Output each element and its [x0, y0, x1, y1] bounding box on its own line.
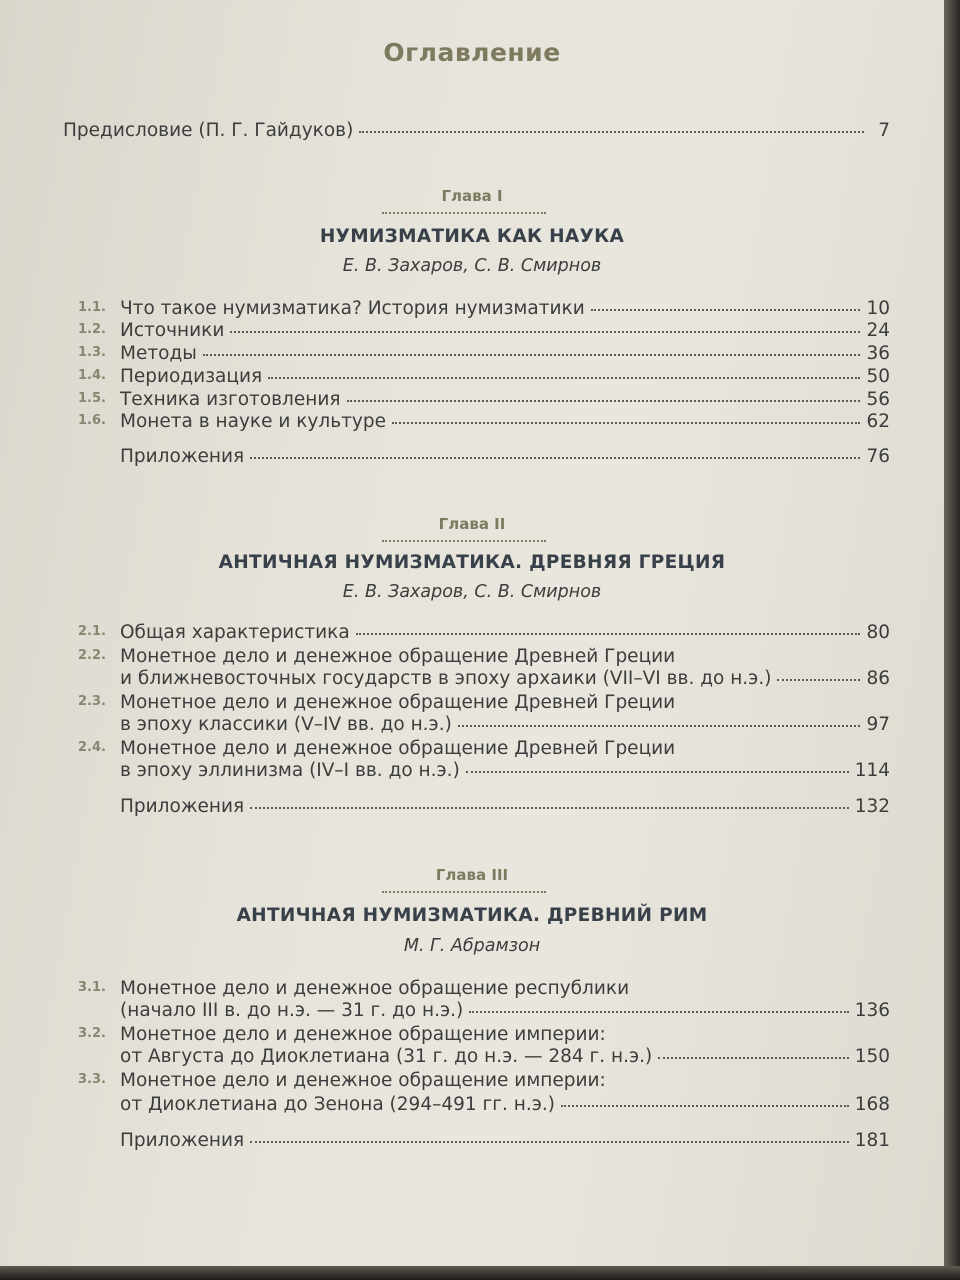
section-title-line-1: Монетное дело и денежное обращение Древней Греции [120, 646, 676, 667]
section-title: Методы [120, 343, 197, 364]
appendix-label: Приложения [120, 796, 245, 817]
dot-leader [392, 422, 860, 424]
section-number: 2.4. [78, 740, 106, 755]
section-page: 86 [866, 668, 890, 689]
dot-leader [777, 679, 860, 681]
section-number: 1.6. [78, 413, 106, 428]
section-page: 136 [854, 1000, 890, 1021]
section-title-line-2: от Диоклетиана до Зенона (294–491 гг. н.э.) [120, 1094, 555, 1115]
toc-entry-1-6 [0, 411, 944, 441]
chapter-1-authors: Е. В. Захаров, С. В. Смирнов [342, 256, 602, 276]
toc-appendix-3 [0, 1130, 944, 1160]
section-page: 56 [866, 389, 890, 410]
toc-appendix-2 [0, 796, 944, 826]
section-title-line-1: Монетное дело и денежное обращение империи: [120, 1070, 606, 1091]
section-number: 3.1. [78, 980, 106, 995]
section-title: Общая характеристика [120, 622, 350, 643]
section-page: 62 [866, 411, 890, 432]
dot-leader [250, 1141, 849, 1143]
section-number: 2.2. [78, 648, 106, 663]
section-title-line-1: Монетное дело и денежное обращение Древней Греции [120, 692, 676, 713]
preface-label: Предисловие (П. Г. Гайдуков) [63, 120, 354, 141]
section-title-line-2: в эпоху эллинизма (IV–I вв. до н.э.) [120, 760, 460, 781]
appendix-page: 76 [866, 446, 890, 467]
chapter-2-rule [382, 540, 546, 542]
section-number: 1.3. [78, 345, 106, 360]
section-title: Техника изготовления [120, 389, 341, 410]
dot-leader [359, 131, 864, 133]
section-page: 24 [866, 320, 890, 341]
dot-leader [250, 807, 849, 809]
dot-leader [250, 457, 860, 459]
section-number: 2.3. [78, 694, 106, 709]
book-edge-bottom [0, 1266, 960, 1280]
section-number: 3.2. [78, 1026, 106, 1041]
section-title-line-1: Монетное дело и денежное обращение Древней Греции [120, 738, 676, 759]
dot-leader [591, 309, 861, 311]
section-title-line-1: Монетное дело и денежное обращение республики [120, 978, 630, 999]
section-title-line-1: Монетное дело и денежное обращение империи: [120, 1024, 606, 1045]
chapter-2-label: Глава II [438, 515, 506, 533]
section-title-line-2: от Августа до Диоклетиана (31 г. до н.э. — 284 г. н.э.) [120, 1046, 653, 1067]
section-page: 36 [866, 343, 890, 364]
dot-leader [458, 725, 861, 727]
appendix-label: Приложения [120, 1130, 245, 1151]
chapter-1-rule [382, 212, 546, 214]
dot-leader [230, 331, 860, 333]
dot-leader [356, 633, 861, 635]
dot-leader [561, 1105, 849, 1107]
chapter-2-authors: Е. В. Захаров, С. В. Смирнов [342, 582, 602, 602]
section-title: Монета в науке и культуре [120, 411, 386, 432]
chapter-3-label: Глава III [435, 866, 509, 884]
dot-leader [658, 1057, 848, 1059]
section-page: 150 [854, 1046, 890, 1067]
section-page: 50 [866, 366, 890, 387]
dot-leader [469, 1011, 848, 1013]
section-number: 1.4. [78, 368, 106, 383]
page-title: Оглавление [383, 38, 561, 67]
section-page: 10 [866, 298, 890, 319]
appendix-page: 181 [854, 1130, 890, 1151]
section-number: 3.3. [78, 1072, 106, 1087]
toc-appendix-1 [0, 446, 944, 476]
dot-leader [268, 377, 860, 379]
section-number: 2.1. [78, 624, 106, 639]
section-page: 80 [866, 622, 890, 643]
section-title: Источники [120, 320, 225, 341]
section-number: 1.1. [78, 300, 106, 315]
chapter-3-title: АНТИЧНАЯ НУМИЗМАТИКА. ДРЕВНИЙ РИМ [236, 905, 708, 926]
section-title: Что такое нумизматика? История нумизматики [120, 298, 585, 319]
chapter-3-rule [382, 891, 546, 893]
section-title-line-2: (начало III в. до н.э. — 31 г. до н.э.) [120, 1000, 464, 1021]
preface-entry [0, 120, 944, 150]
chapter-2-title: АНТИЧНАЯ НУМИЗМАТИКА. ДРЕВНЯЯ ГРЕЦИЯ [218, 552, 726, 573]
book-edge-right [944, 0, 960, 1280]
appendix-page: 132 [854, 796, 890, 817]
section-page: 114 [854, 760, 890, 781]
section-title-line-2: и ближневосточных государств в эпоху архаики (VII–VI вв. до н.э.) [120, 668, 772, 689]
chapter-1-title: НУМИЗМАТИКА КАК НАУКА [319, 226, 625, 247]
section-number: 1.2. [78, 322, 106, 337]
chapter-1-label: Глава I [441, 187, 503, 205]
chapter-3-authors: М. Г. Абрамзон [403, 936, 541, 956]
section-title: Периодизация [120, 366, 263, 387]
section-page: 168 [854, 1094, 890, 1115]
dot-leader [203, 354, 861, 356]
section-number: 1.5. [78, 391, 106, 406]
dot-leader [347, 400, 861, 402]
preface-page: 7 [878, 120, 890, 141]
appendix-label: Приложения [120, 446, 245, 467]
toc-entry-2-4-cont [0, 760, 944, 790]
section-page: 97 [866, 714, 890, 735]
toc-entry-3-3-cont [0, 1094, 944, 1124]
dot-leader [466, 771, 849, 773]
section-title-line-2: в эпоху классики (V–IV вв. до н.э.) [120, 714, 452, 735]
